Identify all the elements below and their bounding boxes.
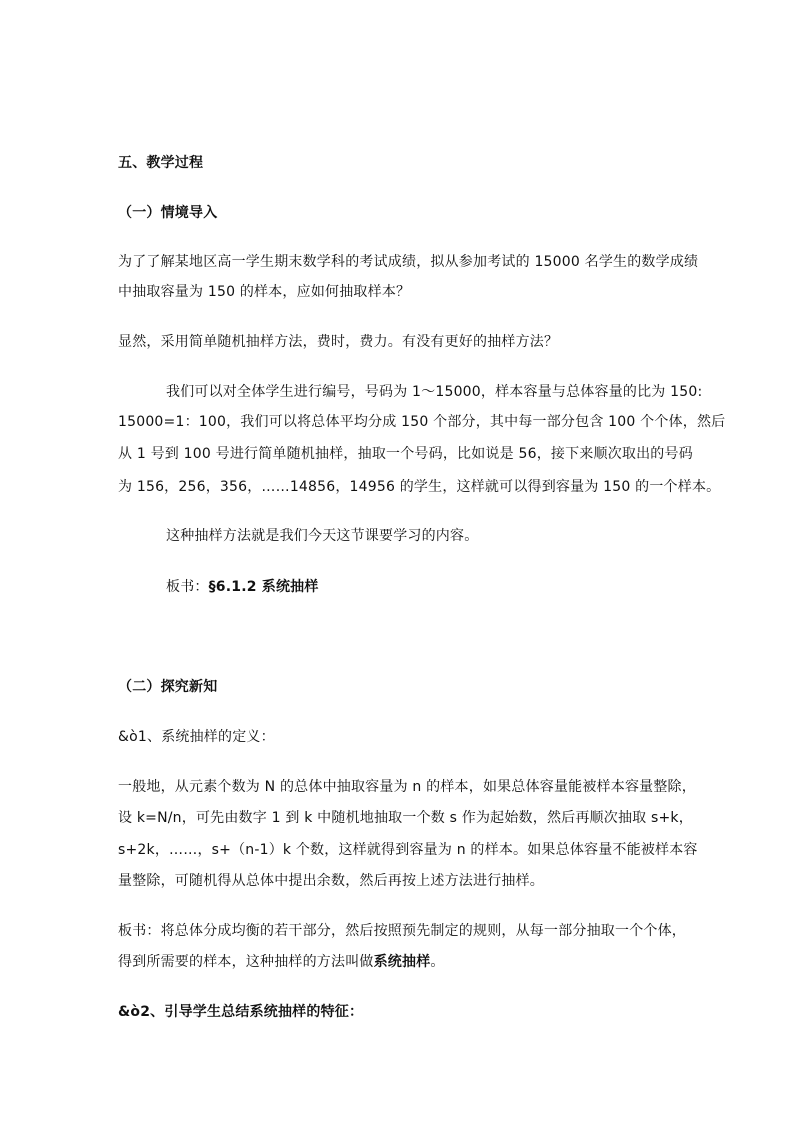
paragraph-line xyxy=(118,952,445,972)
paragraph-line: 显然，采用简单随机抽样方法，费时，费力。有没有更好的抽样方法？ xyxy=(118,334,559,350)
paragraph-line: 15000=1：100，我们可以将总体平均分成 150 个部分，其中每一部分包含 100 个个体，然后 xyxy=(118,414,726,430)
paragraph-line: 设 k=N/n，可先由数字 1 到 k 中随机地抽取一个数 s 作为起始数，然后再顺次抽取 s+k， xyxy=(118,810,693,826)
definition-title: &ò1、系统抽样的定义： xyxy=(118,729,275,745)
board-note-prefix: 板书： xyxy=(166,579,209,595)
paragraph-line: 从 1 号到 100 号进行简单随机抽样，抽取一个号码，比如说是 56，接下来顺次取出的号码 xyxy=(118,446,693,462)
text-fragment: 得到所需要的样本，这种抽样的方法叫做 xyxy=(118,954,374,970)
paragraph-line: 量整除，可随机得从总体中提出余数，然后再按上述方法进行抽样。 xyxy=(118,873,544,889)
section-title: 五、教学过程 xyxy=(118,155,204,171)
paragraph-line: 这种抽样方法就是我们今天这节课要学习的内容。 xyxy=(166,528,479,544)
paragraph-line: 为了了解某地区高一学生期末数学科的考试成绩，拟从参加考试的 15000 名学生的数学成绩 xyxy=(118,254,699,270)
paragraph-line: 中抽取容量为 150 的样本，应如何抽取样本？ xyxy=(118,284,411,300)
term-systematic-sampling: 系统抽样 xyxy=(373,954,431,970)
subsection-title-situation: （一）情境导入 xyxy=(118,205,218,221)
board-note xyxy=(166,577,319,597)
subsection-title-explore: （二）探究新知 xyxy=(118,679,218,695)
paragraph-line: s+2k，……，s+（n-1）k 个数，这样就得到容量为 n 的样本。如果总体容量不能被样本容 xyxy=(118,842,698,858)
paragraph-line: 一般地，从元素个数为 N 的总体中抽取容量为 n 的样本，如果总体容量能被样本容量整除， xyxy=(118,779,696,795)
paragraph-line: 板书：将总体分成均衡的若干部分，然后按照预先制定的规则，从每一部分抽取一个个体， xyxy=(118,923,686,939)
paragraph-line: 为 156，256，356，……14856，14956 的学生，这样就可以得到容量为 150 的一个样本。 xyxy=(118,479,721,495)
paragraph-line: 我们可以对全体学生进行编号，号码为 1～15000，样本容量与总体容量的比为 150: xyxy=(166,384,703,400)
text-fragment: 。 xyxy=(430,954,445,970)
feature-title: &ò2、引导学生总结系统抽样的特征： xyxy=(118,1004,364,1020)
board-note-title: §6.1.2 系统抽样 xyxy=(208,579,319,595)
